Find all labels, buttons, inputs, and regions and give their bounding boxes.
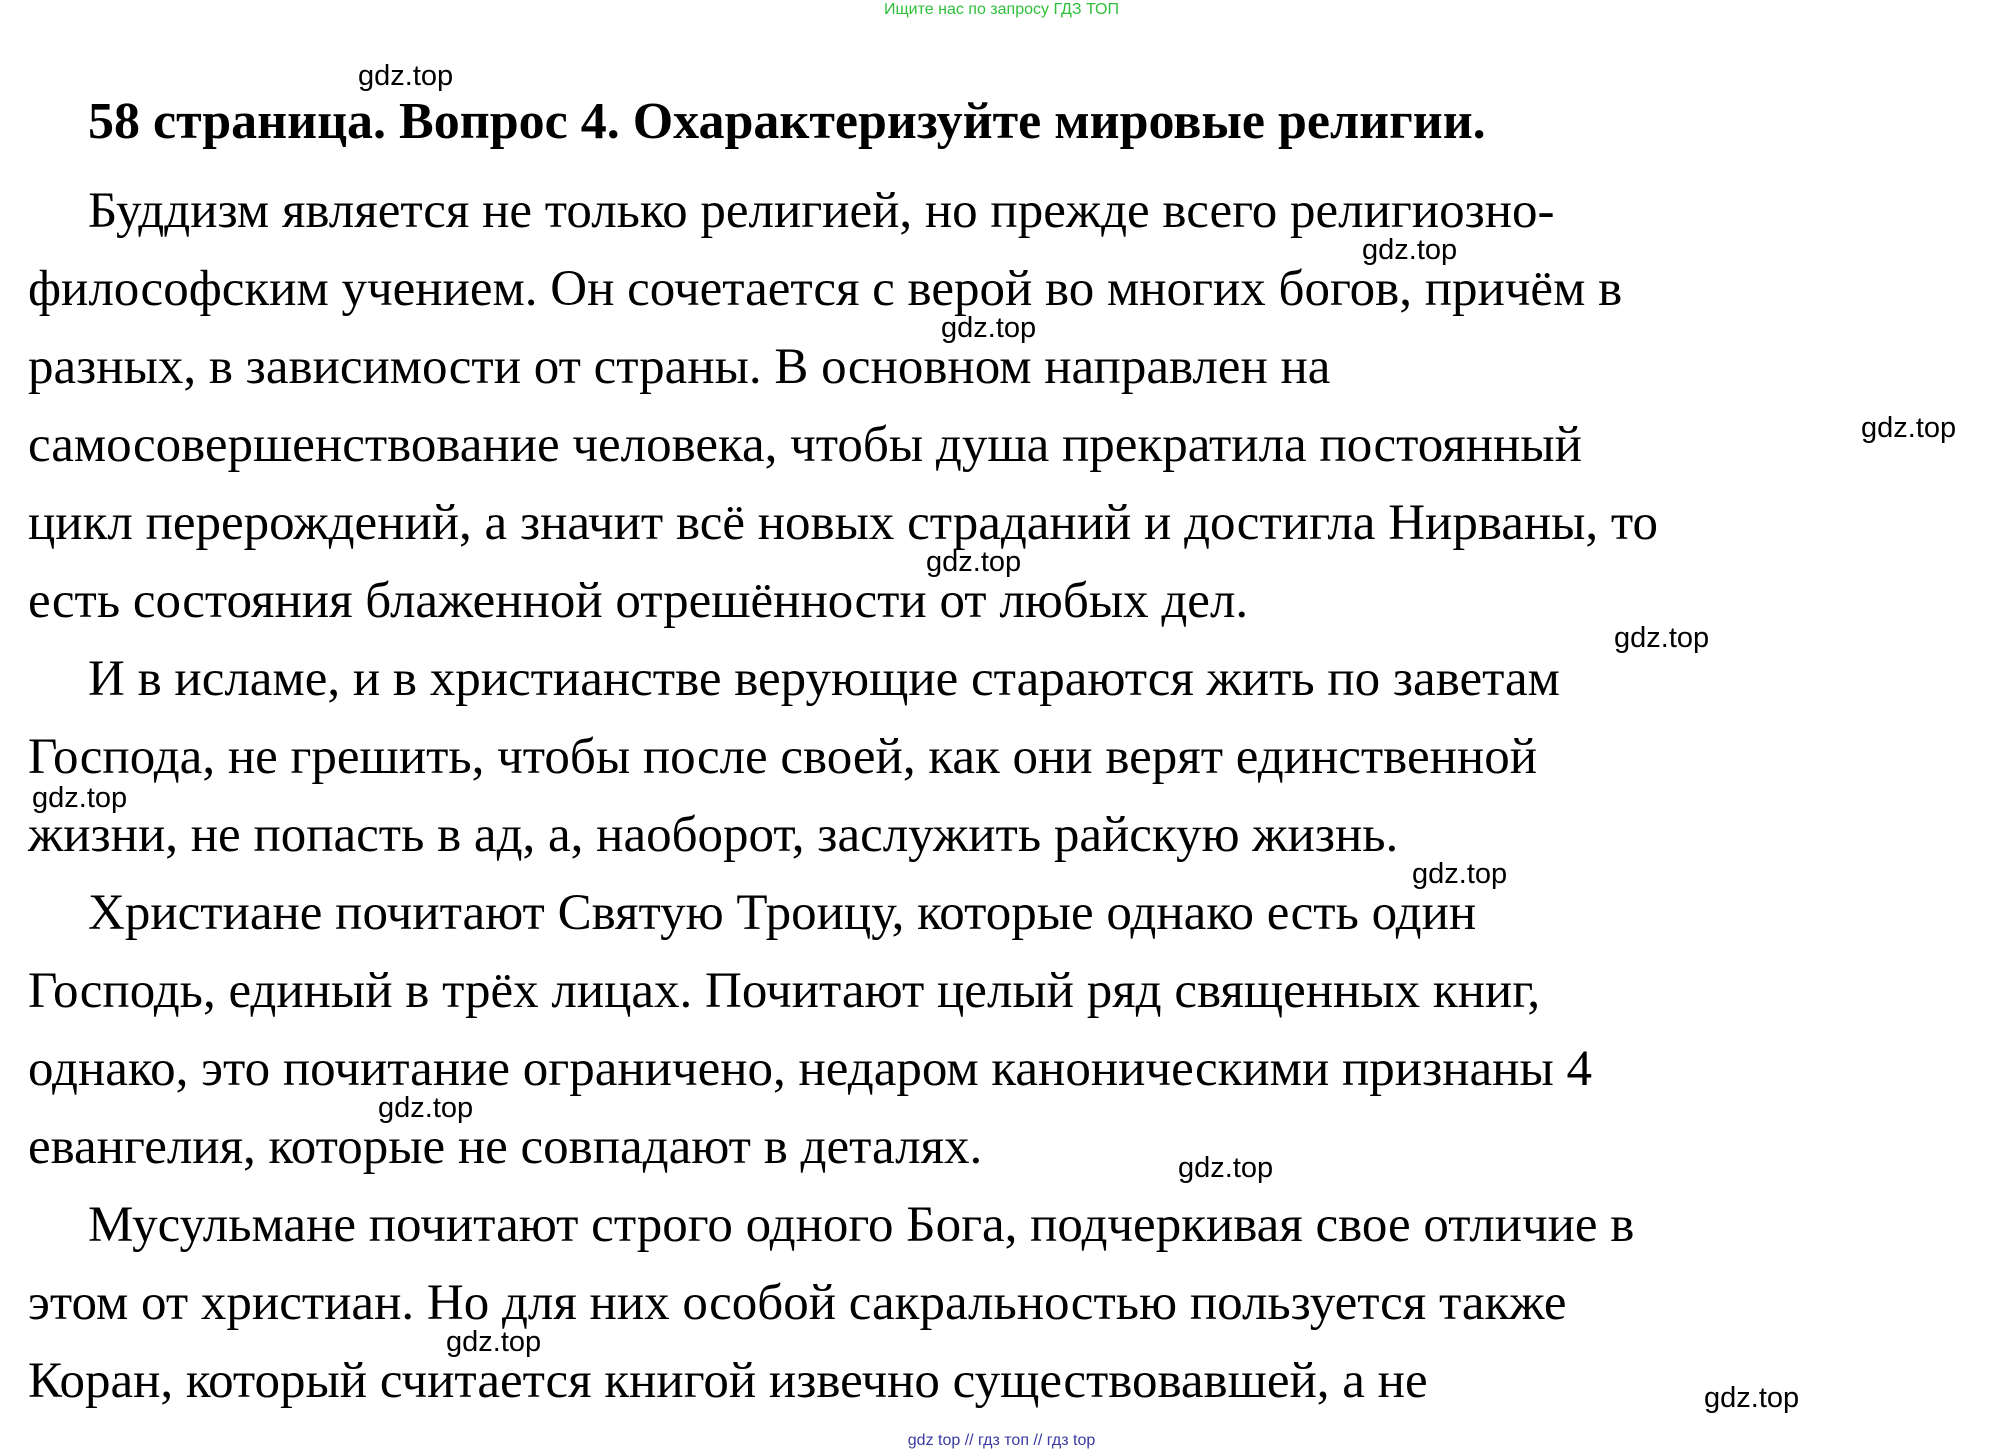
watermark: gdz.top xyxy=(378,1092,474,1124)
search-hint-banner: Ищите нас по запросу ГДЗ ТОП xyxy=(884,1,1119,18)
text-line: жизни, не попасть в ад, а, наоборот, заслужить райскую жизнь. xyxy=(28,807,1399,863)
watermark: gdz.top xyxy=(1861,412,1957,444)
watermark: gdz.top xyxy=(1178,1152,1274,1184)
watermark: gdz.top xyxy=(446,1326,542,1358)
watermark: gdz.top xyxy=(1362,234,1458,266)
watermark: gdz.top xyxy=(926,546,1022,578)
text-line: Христиане почитают Святую Троицу, которые однако есть один xyxy=(88,885,1477,941)
footer-watermark: gdz top // гдз топ // гдз top xyxy=(907,1432,1096,1449)
text-line: Коран, который считается книгой извечно существовавшей, а не xyxy=(28,1353,1428,1409)
watermark: gdz.top xyxy=(32,782,128,814)
watermark: gdz.top xyxy=(1614,622,1710,654)
text-line: разных, в зависимости от страны. В основном направлен на xyxy=(28,339,1331,395)
text-line: евангелия, которые не совпадают в деталях. xyxy=(28,1119,983,1175)
text-line: самосовершенствование человека, чтобы душа прекратила постоянный xyxy=(28,417,1582,473)
text-line: этом от христиан. Но для них особой сакральностью пользуется также xyxy=(28,1275,1567,1331)
text-line: Мусульмане почитают строго одного Бога, подчеркивая свое отличие в xyxy=(88,1197,1635,1253)
page-title: 58 страница. Вопрос 4. Охарактеризуйте мировые религии. xyxy=(88,93,1486,150)
text-line: И в исламе, и в христианстве верующие стараются жить по заветам xyxy=(88,651,1560,707)
text-line: есть состояния блаженной отрешённости от любых дел. xyxy=(28,573,1249,629)
text-line: Господа, не грешить, чтобы после своей, как они верят единственной xyxy=(28,729,1537,785)
text-line: Господь, единый в трёх лицах. Почитают целый ряд священных книг, xyxy=(28,963,1541,1019)
text-line: цикл перерождений, а значит всё новых страданий и достигла Нирваны, то xyxy=(28,495,1659,551)
watermark: gdz.top xyxy=(1704,1382,1800,1414)
text-line: Буддизм является не только религией, но прежде всего религиозно- xyxy=(88,183,1555,239)
watermark: gdz.top xyxy=(941,312,1037,344)
text-line: философским учением. Он сочетается с верой во многих богов, причём в xyxy=(28,261,1623,317)
watermark: gdz.top xyxy=(358,60,454,92)
text-line: однако, это почитание ограничено, недаром каноническими признаны 4 xyxy=(28,1041,1592,1097)
watermark: gdz.top xyxy=(1412,858,1508,890)
